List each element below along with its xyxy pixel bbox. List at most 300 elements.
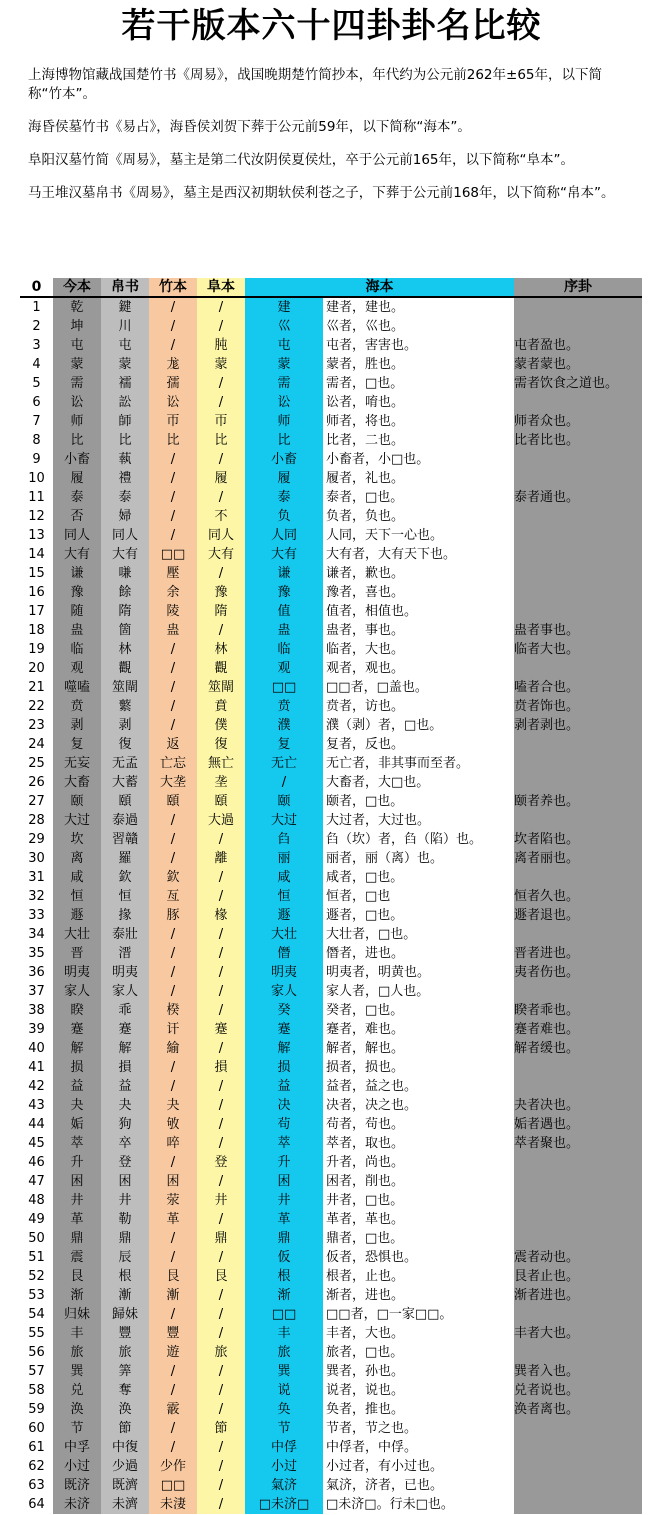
row-index: 58 xyxy=(28,1383,45,1398)
table-row xyxy=(20,963,642,982)
jinben-cell: 渐 xyxy=(53,1286,101,1305)
zhuben-cell: / xyxy=(149,1305,197,1324)
xugua-cell: 夷者伤也。 xyxy=(514,963,642,982)
boshu-cell: 同人 xyxy=(101,526,149,545)
haiben-name-cell: 建 xyxy=(245,297,323,317)
zhuben-cell: 困 xyxy=(149,1172,197,1191)
zhuben-cell: / xyxy=(149,1419,197,1438)
jinben-cell: 否 xyxy=(53,507,101,526)
fuben-cell: 損 xyxy=(197,1058,245,1077)
boshu-cell: 筭 xyxy=(101,1362,149,1381)
zhuben-cell: / xyxy=(149,659,197,678)
boshu-cell: 節 xyxy=(101,1419,149,1438)
xugua-cell: 萃者聚也。 xyxy=(514,1134,642,1153)
row-index: 30 xyxy=(28,851,45,866)
boshu-cell: 未濟 xyxy=(101,1495,149,1514)
jinben-cell: 鼎 xyxy=(53,1229,101,1248)
row-index: 12 xyxy=(28,509,45,524)
boshu-cell: 益 xyxy=(101,1077,149,1096)
haiben-text-cell: 癸者，□也。 xyxy=(323,1001,514,1020)
table-row xyxy=(20,336,642,355)
row-index: 20 xyxy=(28,661,45,676)
boshu-cell: 羅 xyxy=(101,849,149,868)
haiben-text-cell: 茍者，茍也。 xyxy=(323,1115,514,1134)
fuben-cell: 同人 xyxy=(197,526,245,545)
fuben-cell: 不 xyxy=(197,507,245,526)
fuben-cell: / xyxy=(197,1457,245,1476)
jinben-cell: 咸 xyxy=(53,868,101,887)
fuben-cell: 觀 xyxy=(197,659,245,678)
zhuben-cell: 霰 xyxy=(149,1400,197,1419)
row-index: 61 xyxy=(28,1440,45,1455)
jinben-cell: 节 xyxy=(53,1419,101,1438)
jinben-cell: 大过 xyxy=(53,811,101,830)
boshu-cell: 欽 xyxy=(101,868,149,887)
zhuben-cell: / xyxy=(149,1153,197,1172)
haiben-text-cell: 渐者，进也。 xyxy=(323,1286,514,1305)
haiben-text-cell: 小过者，有小过也。 xyxy=(323,1457,514,1476)
haiben-text-cell: 革者，革也。 xyxy=(323,1210,514,1229)
boshu-cell: 卒 xyxy=(101,1134,149,1153)
zhuben-cell: / xyxy=(149,716,197,735)
hexagram-comparison-table xyxy=(20,278,642,1514)
haiben-name-cell: 氣济 xyxy=(245,1476,323,1495)
haiben-text-cell: □□者，□盖也。 xyxy=(323,678,514,697)
haiben-text-cell: 遯者，□也。 xyxy=(323,906,514,925)
jinben-cell: 兑 xyxy=(53,1381,101,1400)
zhuben-cell: 豚 xyxy=(149,906,197,925)
xugua-cell: 颐者养也。 xyxy=(514,792,642,811)
row-index: 2 xyxy=(32,319,41,334)
table-row xyxy=(20,412,642,431)
haiben-text-cell: 决者，决之也。 xyxy=(323,1096,514,1115)
jinben-cell: 巽 xyxy=(53,1362,101,1381)
jinben-cell: 蒙 xyxy=(53,355,101,374)
fuben-cell: / xyxy=(197,1115,245,1134)
boshu-cell: 困 xyxy=(101,1172,149,1191)
xugua-cell xyxy=(514,507,642,526)
table-row xyxy=(20,811,642,830)
fuben-cell: / xyxy=(197,1438,245,1457)
haiben-name-cell: 无亡 xyxy=(245,754,323,773)
row-index: 19 xyxy=(28,642,45,657)
jinben-cell: 离 xyxy=(53,849,101,868)
row-index: 9 xyxy=(32,452,41,467)
row-index: 37 xyxy=(28,984,45,999)
zhuben-cell: 夬 xyxy=(149,1096,197,1115)
haiben-text-cell: 鼎者，□也。 xyxy=(323,1229,514,1248)
fuben-cell: / xyxy=(197,564,245,583)
haiben-text-cell: 履者，礼也。 xyxy=(323,469,514,488)
jinben-cell: 震 xyxy=(53,1248,101,1267)
haiben-name-cell: 渐 xyxy=(245,1286,323,1305)
table-row xyxy=(20,1096,642,1115)
row-index: 10 xyxy=(28,471,45,486)
intro-paragraph-zhuben: 上海博物馆藏战国楚竹书《周易》，战国晚期楚竹简抄本，年代约为公元前262年±65年，以下简称“竹本”。 xyxy=(28,67,603,102)
zhuben-cell: 楑 xyxy=(149,1001,197,1020)
fuben-cell: / xyxy=(197,374,245,393)
row-index: 11 xyxy=(28,490,45,505)
haiben-name-cell: 说 xyxy=(245,1381,323,1400)
boshu-cell: 奪 xyxy=(101,1381,149,1400)
table-row xyxy=(20,1134,642,1153)
xugua-cell xyxy=(514,1077,642,1096)
boshu-cell: 泰壯 xyxy=(101,925,149,944)
table-row xyxy=(20,944,642,963)
jinben-cell: 损 xyxy=(53,1058,101,1077)
zhuben-cell: 少作 xyxy=(149,1457,197,1476)
table-row xyxy=(20,431,642,450)
haiben-text-cell: 大畜者，大□也。 xyxy=(323,773,514,792)
boshu-cell: 鍵 xyxy=(101,297,149,317)
row-index: 6 xyxy=(32,395,41,410)
table-row xyxy=(20,1438,642,1457)
xugua-cell: 需者饮食之道也。 xyxy=(514,374,642,393)
header-boshu: 帛书 xyxy=(101,278,149,297)
row-index: 50 xyxy=(28,1231,45,1246)
fuben-cell: 鼎 xyxy=(197,1229,245,1248)
fuben-cell: 比 xyxy=(197,431,245,450)
jinben-cell: 旅 xyxy=(53,1343,101,1362)
fuben-cell: 節 xyxy=(197,1419,245,1438)
haiben-name-cell: 人同 xyxy=(245,526,323,545)
table-row xyxy=(20,830,642,849)
haiben-text-cell: 大过者，大过也。 xyxy=(323,811,514,830)
zhuben-cell: / xyxy=(149,1077,197,1096)
haiben-name-cell: □□ xyxy=(245,678,323,697)
haiben-text-cell: 值者，相值也。 xyxy=(323,602,514,621)
jinben-cell: 噬嗑 xyxy=(53,678,101,697)
table-row xyxy=(20,1039,642,1058)
haiben-text-cell: 濮（剥）者，□也。 xyxy=(323,716,514,735)
row-index: 49 xyxy=(28,1212,45,1227)
fuben-cell: / xyxy=(197,297,245,317)
table-row xyxy=(20,355,642,374)
zhuben-cell: 壓 xyxy=(149,564,197,583)
boshu-cell: 比 xyxy=(101,431,149,450)
fuben-cell: / xyxy=(197,925,245,944)
fuben-cell: 井 xyxy=(197,1191,245,1210)
haiben-name-cell: 革 xyxy=(245,1210,323,1229)
zhuben-cell: 孺 xyxy=(149,374,197,393)
header-fuben: 阜本 xyxy=(197,278,245,297)
zhuben-cell: / xyxy=(149,317,197,336)
table-row xyxy=(20,1248,642,1267)
table-row xyxy=(20,1210,642,1229)
xugua-cell xyxy=(514,1495,642,1514)
boshu-cell: 嗛 xyxy=(101,564,149,583)
fuben-cell: 僕 xyxy=(197,716,245,735)
haiben-name-cell: 蛊 xyxy=(245,621,323,640)
haiben-name-cell: 观 xyxy=(245,659,323,678)
zhuben-cell: / xyxy=(149,526,197,545)
fuben-cell: / xyxy=(197,1134,245,1153)
zhuben-cell: / xyxy=(149,849,197,868)
boshu-cell: 明夷 xyxy=(101,963,149,982)
table-row xyxy=(20,735,642,754)
table-row xyxy=(20,1362,642,1381)
xugua-cell: 涣者离也。 xyxy=(514,1400,642,1419)
haiben-name-cell: 临 xyxy=(245,640,323,659)
haiben-text-cell: 明夷者，明黄也。 xyxy=(323,963,514,982)
jinben-cell: 颐 xyxy=(53,792,101,811)
haiben-text-cell: 仮者，恐惧也。 xyxy=(323,1248,514,1267)
haiben-name-cell: / xyxy=(245,773,323,792)
boshu-cell: 蒙 xyxy=(101,355,149,374)
fuben-cell: / xyxy=(197,1286,245,1305)
fuben-cell: 頤 xyxy=(197,792,245,811)
row-index: 45 xyxy=(28,1136,45,1151)
fuben-cell: / xyxy=(197,1077,245,1096)
haiben-name-cell: 仮 xyxy=(245,1248,323,1267)
jinben-cell: 大壮 xyxy=(53,925,101,944)
zhuben-cell: / xyxy=(149,1381,197,1400)
jinben-cell: 比 xyxy=(53,431,101,450)
haiben-name-cell: 蹇 xyxy=(245,1020,323,1039)
zhuben-cell: 未淒 xyxy=(149,1495,197,1514)
zhuben-cell: / xyxy=(149,830,197,849)
haiben-name-cell: 明夷 xyxy=(245,963,323,982)
boshu-cell: 勒 xyxy=(101,1210,149,1229)
jinben-cell: 恒 xyxy=(53,887,101,906)
boshu-cell: 家人 xyxy=(101,982,149,1001)
haiben-text-cell: □未济□。行未□也。 xyxy=(323,1495,514,1514)
xugua-cell: 夬者决也。 xyxy=(514,1096,642,1115)
zhuben-cell: / xyxy=(149,1058,197,1077)
haiben-name-cell: 屯 xyxy=(245,336,323,355)
xugua-cell xyxy=(514,469,642,488)
fuben-cell: / xyxy=(197,317,245,336)
jinben-cell: 井 xyxy=(53,1191,101,1210)
fuben-cell: / xyxy=(197,1362,245,1381)
zhuben-cell: / xyxy=(149,982,197,1001)
table-row xyxy=(20,1400,642,1419)
table-row xyxy=(20,1153,642,1172)
table-row xyxy=(20,773,642,792)
table-row xyxy=(20,1267,642,1286)
header-zhuben: 竹本 xyxy=(149,278,197,297)
fuben-cell: / xyxy=(197,1400,245,1419)
xugua-cell xyxy=(514,811,642,830)
haiben-text-cell: 负者，负也。 xyxy=(323,507,514,526)
intro-paragraph-haiben: 海昏侯墓竹书《易占》，海昏侯刘贺下葬于公元前59年，以下简称“海本”。 xyxy=(28,119,471,135)
haiben-text-cell: 中俘者，中俘。 xyxy=(323,1438,514,1457)
xugua-cell: 屯者盈也。 xyxy=(514,336,642,355)
haiben-text-cell: 巽者，孙也。 xyxy=(323,1362,514,1381)
row-index: 26 xyxy=(28,775,45,790)
zhuben-cell: 返 xyxy=(149,735,197,754)
haiben-text-cell: 益者，益之也。 xyxy=(323,1077,514,1096)
haiben-name-cell: 豫 xyxy=(245,583,323,602)
zhuben-cell: / xyxy=(149,697,197,716)
row-index: 60 xyxy=(28,1421,45,1436)
haiben-name-cell: 负 xyxy=(245,507,323,526)
header-jinben: 今本 xyxy=(53,278,101,297)
zhuben-cell: / xyxy=(149,811,197,830)
haiben-text-cell: 咸者，□也。 xyxy=(323,868,514,887)
haiben-text-cell: 蹇者，难也。 xyxy=(323,1020,514,1039)
zhuben-cell: 欽 xyxy=(149,868,197,887)
haiben-name-cell: 困 xyxy=(245,1172,323,1191)
row-index: 18 xyxy=(28,623,45,638)
table-row xyxy=(20,640,642,659)
boshu-cell: 餘 xyxy=(101,583,149,602)
fuben-cell: / xyxy=(197,887,245,906)
row-index: 38 xyxy=(28,1003,45,1018)
jinben-cell: 小畜 xyxy=(53,450,101,469)
haiben-text-cell: 泰者，□也。 xyxy=(323,488,514,507)
boshu-cell: 蘩 xyxy=(101,697,149,716)
haiben-name-cell: 丰 xyxy=(245,1324,323,1343)
table-row xyxy=(20,906,642,925)
haiben-name-cell: 大过 xyxy=(245,811,323,830)
row-index: 8 xyxy=(32,433,41,448)
row-index: 24 xyxy=(28,737,45,752)
fuben-cell: / xyxy=(197,1172,245,1191)
jinben-cell: 需 xyxy=(53,374,101,393)
boshu-cell: 婦 xyxy=(101,507,149,526)
jinben-cell: 夬 xyxy=(53,1096,101,1115)
jinben-cell: 大畜 xyxy=(53,773,101,792)
xugua-cell: 渐者进也。 xyxy=(514,1286,642,1305)
xugua-cell: 遯者退也。 xyxy=(514,906,642,925)
xugua-cell: 蒙者蒙也。 xyxy=(514,355,642,374)
fuben-cell: / xyxy=(197,393,245,412)
table-row xyxy=(20,1457,642,1476)
boshu-cell: 頤 xyxy=(101,792,149,811)
boshu-cell: 溍 xyxy=(101,944,149,963)
zhuben-cell: 漸 xyxy=(149,1286,197,1305)
haiben-name-cell: 鼎 xyxy=(245,1229,323,1248)
xugua-cell: 解者缓也。 xyxy=(514,1039,642,1058)
zhuben-cell: 艮 xyxy=(149,1267,197,1286)
row-index: 57 xyxy=(28,1364,45,1379)
fuben-cell: / xyxy=(197,868,245,887)
xugua-cell: 巽者入也。 xyxy=(514,1362,642,1381)
jinben-cell: 随 xyxy=(53,602,101,621)
haiben-name-cell: 遯 xyxy=(245,906,323,925)
jinben-cell: 蹇 xyxy=(53,1020,101,1039)
row-index: 59 xyxy=(28,1402,45,1417)
table-row xyxy=(20,1001,642,1020)
boshu-cell: 復 xyxy=(101,735,149,754)
boshu-cell: 根 xyxy=(101,1267,149,1286)
zhuben-cell: 亙 xyxy=(149,887,197,906)
xugua-cell xyxy=(514,1210,642,1229)
xugua-cell: 姤者遇也。 xyxy=(514,1115,642,1134)
zhuben-cell: 余 xyxy=(149,583,197,602)
zhuben-cell: 豐 xyxy=(149,1324,197,1343)
fuben-cell: / xyxy=(197,1324,245,1343)
haiben-name-cell: 益 xyxy=(245,1077,323,1096)
fuben-cell: 無亡 xyxy=(197,754,245,773)
table-row xyxy=(20,659,642,678)
haiben-text-cell: 萃者，取也。 xyxy=(323,1134,514,1153)
row-index: 27 xyxy=(28,794,45,809)
xugua-cell: 震者动也。 xyxy=(514,1248,642,1267)
boshu-cell: 少過 xyxy=(101,1457,149,1476)
row-index: 17 xyxy=(28,604,45,619)
fuben-cell: / xyxy=(197,1381,245,1400)
fuben-cell: / xyxy=(197,830,245,849)
fuben-cell: / xyxy=(197,982,245,1001)
xugua-cell: 睽者乖也。 xyxy=(514,1001,642,1020)
haiben-name-cell: 师 xyxy=(245,412,323,431)
row-index: 28 xyxy=(28,813,45,828)
boshu-cell: 既濟 xyxy=(101,1476,149,1495)
table-row xyxy=(20,621,642,640)
table-row xyxy=(20,1381,642,1400)
haiben-name-cell: 恒 xyxy=(245,887,323,906)
row-index: 31 xyxy=(28,870,45,885)
haiben-name-cell: 颐 xyxy=(245,792,323,811)
fuben-cell: / xyxy=(197,1476,245,1495)
fuben-cell: / xyxy=(197,1248,245,1267)
xugua-cell xyxy=(514,450,642,469)
haiben-text-cell: 井者，□也。 xyxy=(323,1191,514,1210)
haiben-name-cell: 复 xyxy=(245,735,323,754)
zhuben-cell: 荥 xyxy=(149,1191,197,1210)
jinben-cell: 艮 xyxy=(53,1267,101,1286)
haiben-text-cell: 臽（坎）者，臽（陷）也。 xyxy=(323,830,514,849)
haiben-name-cell: 讼 xyxy=(245,393,323,412)
row-index: 16 xyxy=(28,585,45,600)
header-xugua: 序卦 xyxy=(514,278,642,297)
row-index: 39 xyxy=(28,1022,45,1037)
boshu-cell: 訟 xyxy=(101,393,149,412)
intro-paragraph-fuben: 阜阳汉墓竹简《周易》，墓主是第二代汝阴侯夏侯灶，卒于公元前165年，以下简称“阜本”。 xyxy=(28,152,575,168)
zhuben-cell: / xyxy=(149,944,197,963)
zhuben-cell: □□ xyxy=(149,545,197,564)
haiben-name-cell: 僭 xyxy=(245,944,323,963)
jinben-cell: 既济 xyxy=(53,1476,101,1495)
table-row xyxy=(20,887,642,906)
boshu-cell: 禮 xyxy=(101,469,149,488)
haiben-text-cell: 巛者，巛也。 xyxy=(323,317,514,336)
boshu-cell: 解 xyxy=(101,1039,149,1058)
jinben-cell: 晋 xyxy=(53,944,101,963)
haiben-name-cell: 癸 xyxy=(245,1001,323,1020)
haiben-name-cell: 比 xyxy=(245,431,323,450)
haiben-text-cell: 蒙者，胜也。 xyxy=(323,355,514,374)
xugua-cell xyxy=(514,1438,642,1457)
boshu-cell: 剥 xyxy=(101,716,149,735)
xugua-cell: 晋者进也。 xyxy=(514,944,642,963)
table-row xyxy=(20,469,642,488)
jinben-cell: 小过 xyxy=(53,1457,101,1476)
boshu-cell: 掾 xyxy=(101,906,149,925)
row-index: 22 xyxy=(28,699,45,714)
xugua-cell xyxy=(514,1058,642,1077)
boshu-cell: 師 xyxy=(101,412,149,431)
row-index: 32 xyxy=(28,889,45,904)
boshu-cell: 損 xyxy=(101,1058,149,1077)
haiben-text-cell: 损者，损也。 xyxy=(323,1058,514,1077)
haiben-name-cell: 奂 xyxy=(245,1400,323,1419)
xugua-cell xyxy=(514,602,642,621)
zhuben-cell: 啐 xyxy=(149,1134,197,1153)
haiben-text-cell: 氣济，济者，已也。 xyxy=(323,1476,514,1495)
jinben-cell: 归妹 xyxy=(53,1305,101,1324)
row-index: 15 xyxy=(28,566,45,581)
table-row xyxy=(20,868,642,887)
table-row xyxy=(20,1324,642,1343)
row-index: 63 xyxy=(28,1478,45,1493)
haiben-name-cell: □未济□ xyxy=(245,1495,323,1514)
fuben-cell: 賁 xyxy=(197,697,245,716)
haiben-text-cell: 说者，说也。 xyxy=(323,1381,514,1400)
jinben-cell: 无妄 xyxy=(53,754,101,773)
